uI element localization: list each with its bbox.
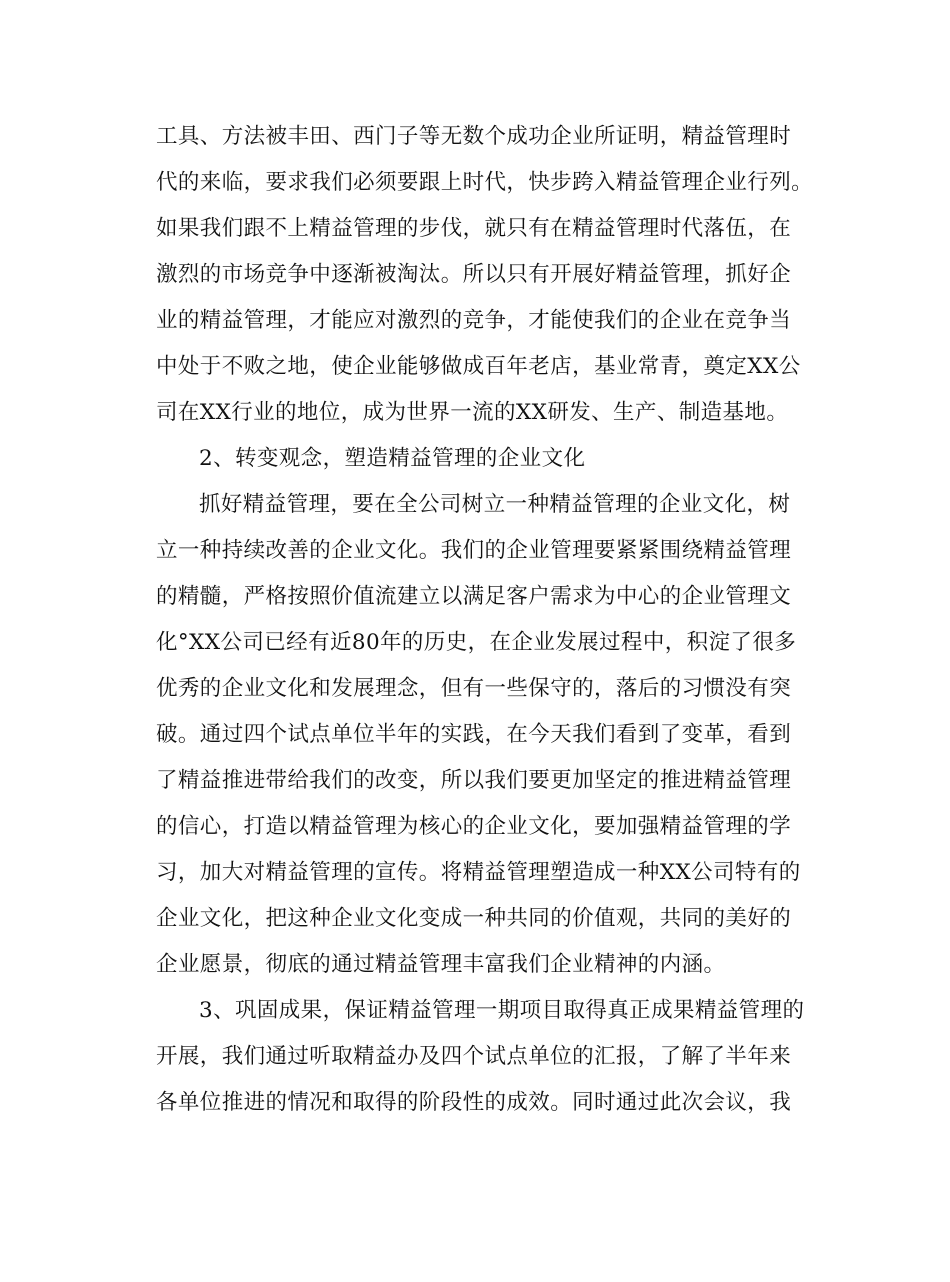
text-line: 各单位推进的情况和取得的阶段性的成效。同时通过此次会议，我 <box>156 1090 792 1115</box>
text-line: 企业文化，把这种企业文化变成一种共同的价值观，共同的美好的 <box>156 906 792 931</box>
text-line: 破。通过四个试点单位半年的实践，在今天我们看到了变革，看到 <box>156 722 792 747</box>
text-line: 的精髓，严格按照价值流建立以满足客户需求为中心的企业管理文 <box>156 584 792 609</box>
text-line: 激烈的市场竞争中逐渐被淘汰。所以只有开展好精益管理，抓好企 <box>156 262 792 287</box>
body-text <box>156 114 814 1126</box>
text-line: 了精益推进带给我们的改变，所以我们要更加坚定的推进精益管理 <box>156 768 792 793</box>
text-line: 的信心，打造以精益管理为核心的企业文化，要加强精益管理的学 <box>156 814 792 839</box>
text-line: 司在XX行业的地位，成为世界一流的XX研发、生产、制造基地。 <box>156 400 789 425</box>
text-line: 代的来临，要求我们必须要跟上时代，快步跨入精益管理企业行列。 <box>156 170 814 195</box>
text-line: 优秀的企业文化和发展理念，但有一些保守的，落后的习惯没有突 <box>156 676 792 701</box>
text-line: 中处于不败之地，使企业能够做成百年老店，基业常青，奠定XX公 <box>156 354 801 379</box>
text-line: 工具、方法被丰田、西门子等无数个成功企业所证明，精益管理时 <box>156 124 792 149</box>
text-line: 开展，我们通过听取精益办及四个试点单位的汇报，了解了半年来 <box>156 1044 792 1069</box>
text-line: 习，加大对精益管理的宣传。将精益管理塑造成一种XX公司特有的 <box>156 860 801 885</box>
section-heading: 2、转变观念，塑造精益管理的企业文化 <box>199 446 586 471</box>
section-heading: 3、巩固成果，保证精益管理一期项目取得真正成果精益管理的 <box>199 998 805 1023</box>
text-line: 业的精益管理，才能应对激烈的竞争，才能使我们的企业在竞争当 <box>156 308 792 333</box>
text-line: 如果我们跟不上精益管理的步伐，就只有在精益管理时代落伍，在 <box>156 216 792 241</box>
text-line: 企业愿景，彻底的通过精益管理丰富我们企业精神的内涵。 <box>156 952 726 977</box>
text-line: 化°XX公司已经有近80年的历史，在企业发展过程中，积淀了很多 <box>156 630 797 655</box>
paragraph-first-line: 抓好精益管理，要在全公司树立一种精益管理的企业文化，树 <box>199 492 791 517</box>
text-line: 立一种持续改善的企业文化。我们的企业管理要紧紧围绕精益管理 <box>156 538 792 563</box>
